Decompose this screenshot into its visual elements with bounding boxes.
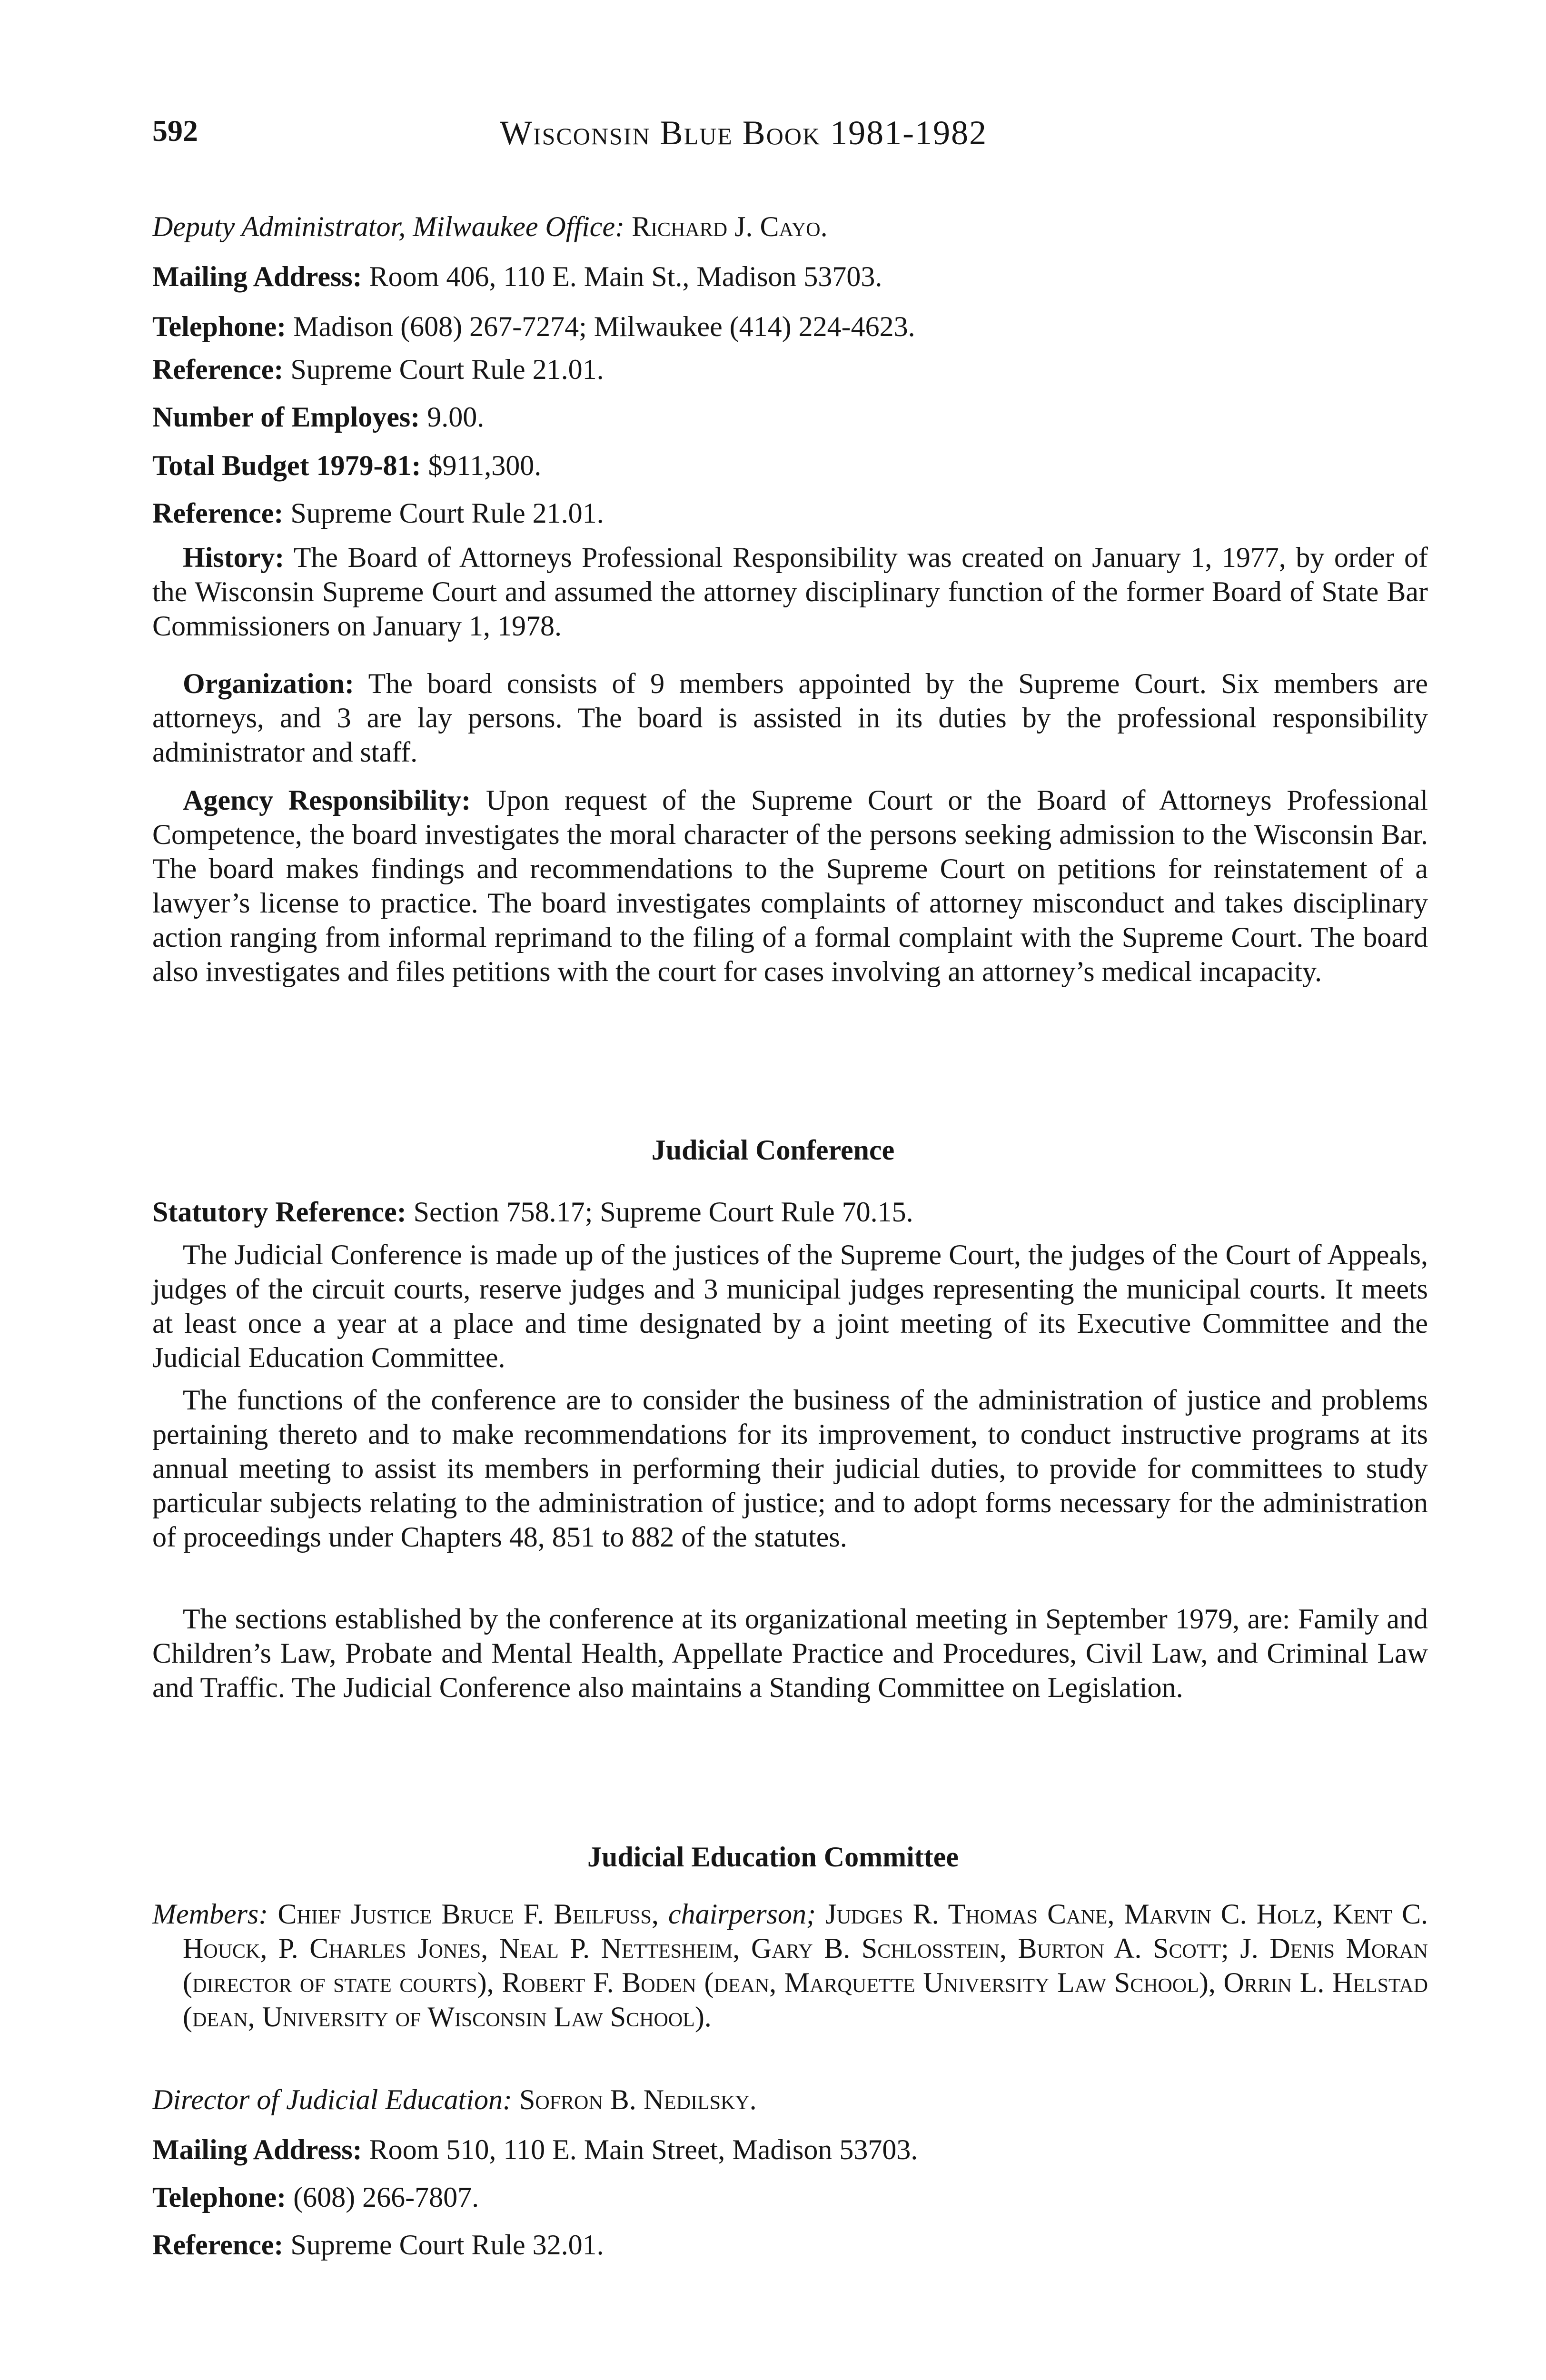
judicial-conference-heading: Judicial Conference <box>651 1134 895 1166</box>
committee-mailing-value: Room 510, 110 E. Main Street, Madison 53703. <box>369 2134 918 2165</box>
agency-text: Upon request of the Supreme Court or the Board of Attorneys Professional Competence, the board investigates the moral character of the persons seeking admission to the Wisconsin Bar. The board makes findings and recommendations to the Supreme Court on petitions for reinstatement of a lawyer’s license to practice. The board investigates complaints of attorney misconduct and takes disciplinary action ranging from informal reprimand to the filing of a formal complaint with the Supreme Court. The board also investigates and files petitions with the court for cases involving an attorney’s medical incapacity. <box>152 784 1428 987</box>
page-number: 592 <box>152 114 198 148</box>
deputy-name: Richard J. Cayo. <box>632 211 828 242</box>
agency-label: Agency Responsibility: <box>183 784 471 816</box>
board-telephone-value: Madison (608) 267-7274; Milwaukee (414) 224-4623. <box>293 311 915 342</box>
organization-paragraph <box>152 666 1428 769</box>
deputy-administrator-line <box>152 209 1428 244</box>
organization-text: The board consists of 9 members appointed by the Supreme Court. Six members are attorneys, and 3 are lay persons. The board is assisted in its duties by the professional responsibility administrator and staff. <box>152 668 1428 768</box>
members-list: Judges R. Thomas Cane, Marvin C. Holz, Kent C. Houck, P. Charles Jones, Neal P. Nettesheim, Gary B. Schlosstein, Burton A. Scott; J. Denis Moran (director of state courts), Robert F. Boden (dean, Marquette University Law School), Orrin L. Helstad (dean, University of Wisconsin Law School). <box>183 1898 1428 2033</box>
committee-telephone-label: Telephone: <box>152 2182 287 2213</box>
history-label: History: <box>183 542 285 573</box>
members-label: Members: <box>152 1898 268 1930</box>
conference-paragraph-1: The Judicial Conference is made up of the justices of the Supreme Court, the judges of the Court of Appeals, judges of the circuit courts, reserve judges and 3 municipal judges representing the municipal courts. It meets at least once a year at a place and time designated by a joint meeting of its Executive Committee and the Judicial Education Committee. <box>152 1239 1428 1373</box>
director-label: Director of Judicial Education: <box>152 2084 512 2115</box>
board-employees-value: 9.00. <box>427 401 485 433</box>
statutory-reference-line <box>152 1195 1428 1229</box>
chief-justice: Chief Justice Bruce F. Beilfuss, <box>277 1898 659 1930</box>
members-paragraph <box>152 1897 1428 2034</box>
organization-label: Organization: <box>183 668 354 699</box>
conference-paragraph-2: The functions of the conference are to consider the business of the administration of justice and problems pertaining thereto and to make recommendations for its improvement, to conduct instructive programs at its annual meeting to assist its members in performing their judicial duties, to provide for committees to study particular subjects relating to the administration of justice; and to adopt forms necessary for the administration of proceedings under Chapters 48, 851 to 882 of the statutes. <box>152 1384 1428 1553</box>
board-budget-value: $911,300. <box>428 450 542 481</box>
history-text: The Board of Attorneys Professional Responsibility was created on January 1, 1977, by order of the Wisconsin Supreme Court and assumed the attorney disciplinary function of the former Board of State Bar Commissioners on January 1, 1978. <box>152 542 1428 642</box>
director-name: Sofron B. Nedilsky. <box>519 2084 757 2115</box>
chair-role: chairperson; <box>668 1898 816 1930</box>
agency-responsibility-paragraph <box>152 783 1428 989</box>
statutory-label: Statutory Reference: <box>152 1196 406 1228</box>
history-paragraph <box>152 540 1428 643</box>
board-reference-line-1 <box>152 352 1428 387</box>
committee-telephone-value: (608) 266-7807. <box>293 2182 479 2213</box>
committee-reference-line <box>152 2228 1428 2262</box>
board-reference-line-2 <box>152 496 1428 530</box>
board-mailing-value: Room 406, 110 E. Main St., Madison 53703. <box>369 261 882 292</box>
board-reference-value-1: Supreme Court Rule 21.01. <box>290 354 604 385</box>
deputy-label: Deputy Administrator, Milwaukee Office: <box>152 211 625 242</box>
director-line <box>152 2082 1428 2117</box>
board-reference-value-2: Supreme Court Rule 21.01. <box>290 497 604 529</box>
running-title: Wisconsin Blue Book 1981-1982 <box>500 114 988 152</box>
education-committee-heading: Judicial Education Committee <box>587 1841 959 1873</box>
board-budget-line <box>152 448 1428 483</box>
committee-reference-label: Reference: <box>152 2229 284 2261</box>
board-employees-label: Number of Employes: <box>152 401 420 433</box>
conference-paragraph-3: The sections established by the conference at its organizational meeting in September 1979, are: Family and Children’s Law, Probate and Mental Health, Appellate Practice and Procedures, Civil Law, and Criminal Law and Traffic. The Judicial Conference also maintains a Standing Committee on Legislation. <box>152 1603 1428 1703</box>
board-reference-label-1: Reference: <box>152 354 284 385</box>
board-mailing-line <box>152 259 1428 294</box>
board-budget-label: Total Budget 1979-81: <box>152 450 421 481</box>
committee-reference-value: Supreme Court Rule 32.01. <box>290 2229 604 2261</box>
board-mailing-label: Mailing Address: <box>152 261 362 292</box>
statutory-value: Section 758.17; Supreme Court Rule 70.15. <box>413 1196 913 1228</box>
committee-telephone-line <box>152 2180 1428 2214</box>
board-reference-label-2: Reference: <box>152 497 284 529</box>
board-telephone-label: Telephone: <box>152 311 287 342</box>
board-employees-line <box>152 400 1428 434</box>
committee-mailing-line <box>152 2132 1428 2167</box>
committee-mailing-label: Mailing Address: <box>152 2134 362 2165</box>
board-telephone-line <box>152 309 1428 344</box>
